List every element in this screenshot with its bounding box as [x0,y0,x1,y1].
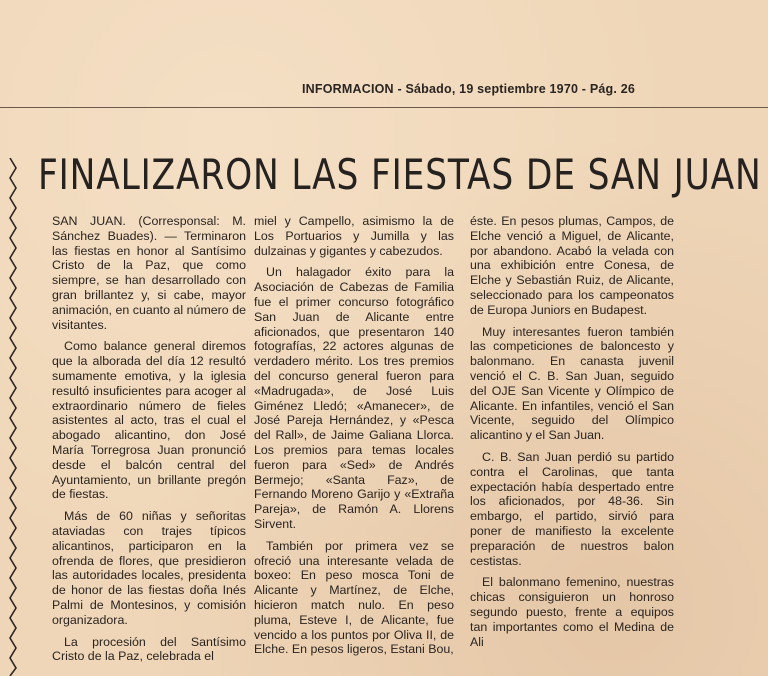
article-column-2 [254,214,454,664]
page-header: INFORMACION - Sábado, 19 septiembre 1970 - Pág. 26 [302,82,636,96]
paragraph: miel y Campello, asimismo la de Los Portuarios y Jumilla y las dulzainas y gigantes y cabezudos. [254,214,454,258]
article-column-1 [52,214,246,671]
paragraph: C. B. San Juan perdió su partido contra el Carolinas, que tanta expectación había despertado entre los aficionados, por 48-36. Sin embargo, el partido, sirvió para poner de manifiesto la excelente preparación de nuestros balon cestistas. [470,449,674,568]
article-headline: FINALIZARON LAS FIESTAS DE SAN JUAN [38,150,762,199]
header-rule [0,107,768,108]
paragraph: Un halagador éxito para la Asociación de Cabezas de Familia fue el primer concurso fotográfico San Juan de Alicante entre aficionados, que presentaron 140 fotografías, 22 actores algunas de verdadero mérito. Los tres premios del concurso general fueron para «Madrugada», de José Luis Giménez Lledó; «Amanecer», de José Pareja Hernández, y «Pesca del Rall», de Jaime Galiana Llorca. Los premios para temas locales fueron para «Sed» de Andrés Bermejo; «Santa Faz», de Fernando Moreno Garijo y «Extraña Pareja», de Ramón A. Llorens Sirvent. [254,265,454,531]
paragraph: éste. En pesos plumas, Campos, de Elche venció a Miguel, de Alicante, por abandono. Acabó la velada con una exhibición entre Conesa, de Elche y Sebastián Ruiz, de Alicante, seleccionado para los campeonatos de Europa Juniors en Budapest. [470,214,674,317]
paragraph: Más de 60 niñas y señoritas ataviadas con trajes típicos alicantinos, participaron en la ofrenda de flores, que presidieron las autoridades locales, presidenta de honor de las fiestas doña Inés Palmi de Montesinos, y comisión organizadora. [52,509,246,627]
paragraph: SAN JUAN. (Corresponsal: M. Sánchez Buades). — Terminaron las fiestas en honor al Santísimo Cristo de la Paz, que como siempre, se han desarrollado con gran brillantez y, si cabe, mayor animación, en cuanto al número de visitantes. [52,214,246,332]
paragraph: También por primera vez se ofreció una interesante velada de boxeo: En peso mosca Toni de Alicante y Martínez, de Elche, hicieron match nulo. En peso pluma, Esteve I, de Alicante, fue vencido a los puntos por Oliva II, de Elche. En pesos ligeros, Estani Bou, [254,538,454,657]
paragraph: La procesión del Santísimo Cristo de la Paz, celebrada el [52,634,246,664]
article-column-3 [470,214,674,656]
border-ornament [8,158,18,676]
paragraph: El balonmano femenino, nuestras chicas consiguieron un honroso segundo puesto, frente a equipos tan importantes como el Medina de Ali [470,575,674,649]
paragraph: Muy interesantes fueron también las competiciones de baloncesto y balonmano. En canasta juvenil venció el C. B. San Juan, seguido del OJE San Vicente y Olímpico de Alicante. En infantiles, venció el San Vicente, seguido del Olímpico alicantino y el San Juan. [470,324,674,443]
paragraph: Como balance general diremos que la alborada del día 12 resultó sumamente emotiva, y la iglesia resultó insuficientes para acoger al extraordinario número de fieles asistentes al acto, tras el cual el abogado alicantino, don José María Torregrosa Juan pronunció desde el balcón central del Ayuntamiento, un brillante pregón de fiestas. [52,339,246,502]
